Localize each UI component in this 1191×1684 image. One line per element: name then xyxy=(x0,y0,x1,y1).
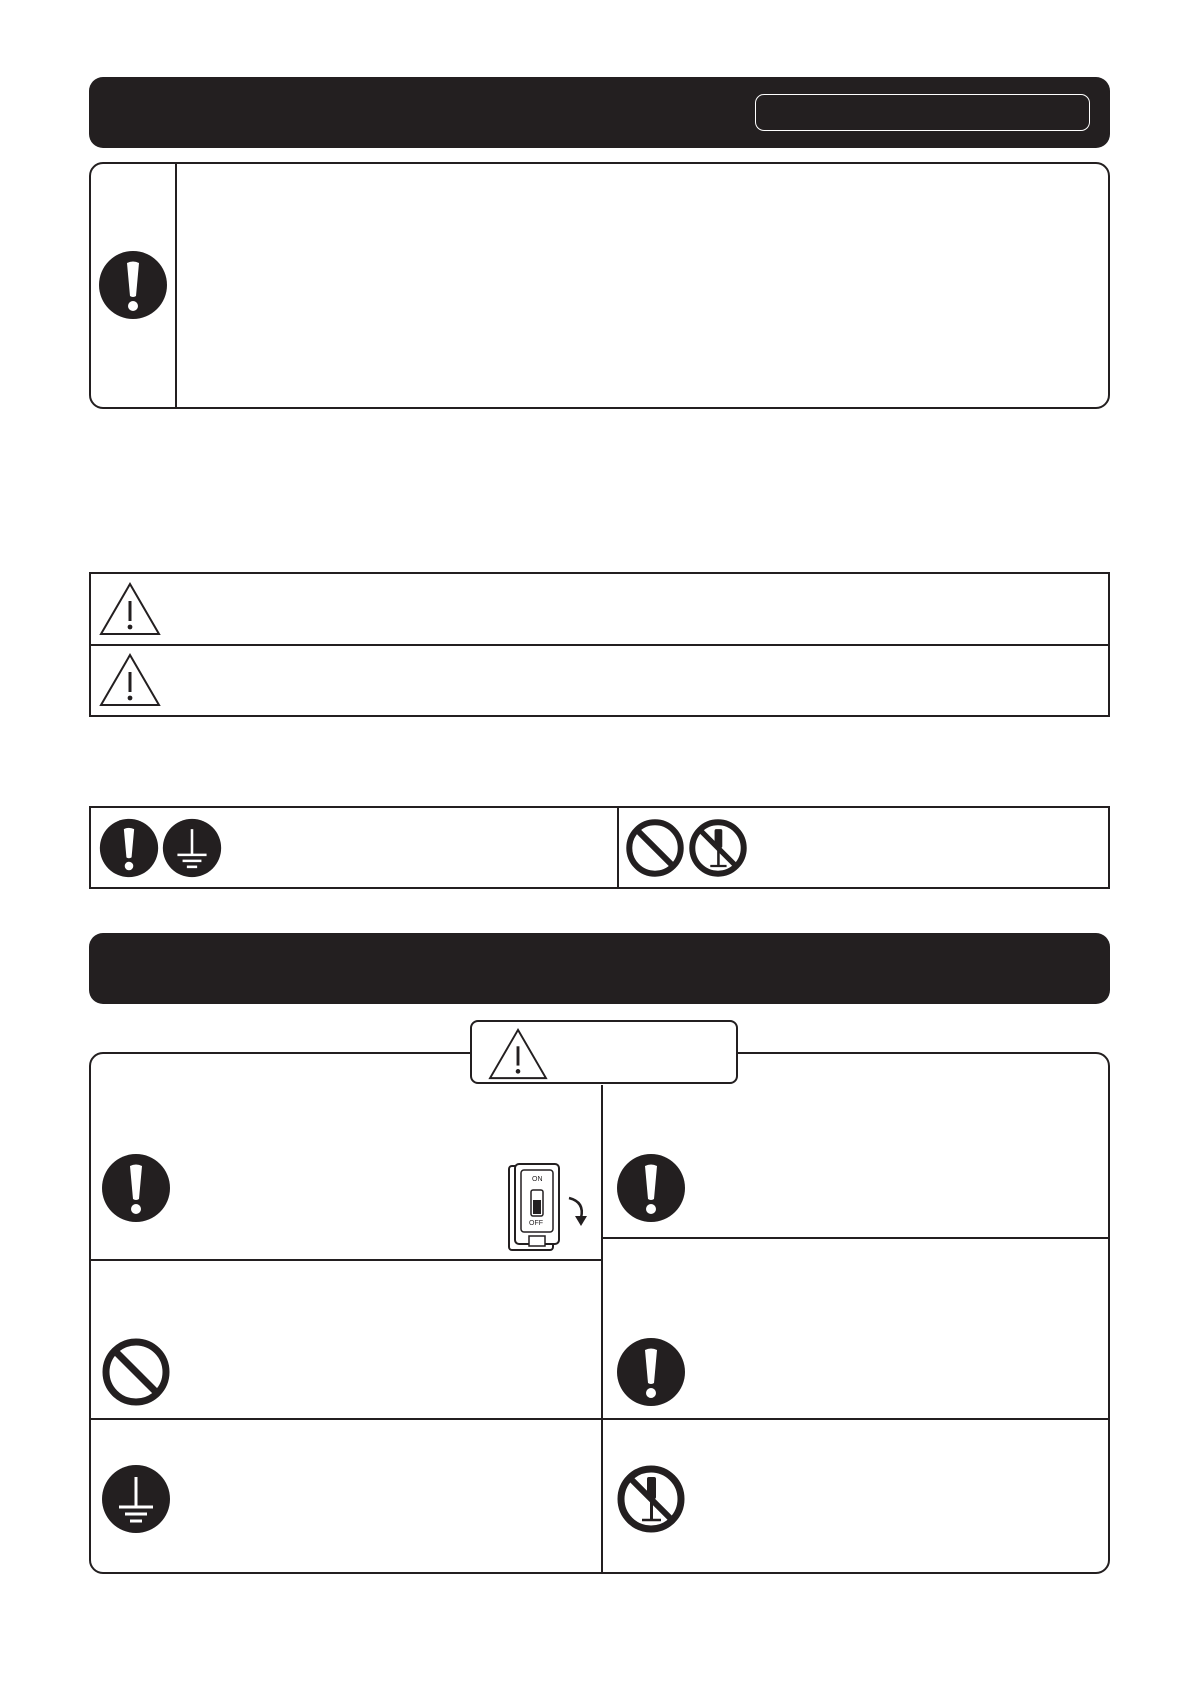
prohibition-icon xyxy=(625,818,685,878)
exclamation-circle-icon xyxy=(616,1337,686,1407)
exclamation-circle-icon xyxy=(101,1153,171,1223)
warning-items-grid xyxy=(89,1052,1110,1574)
signal-word-table xyxy=(89,572,1110,717)
signal-row-warning xyxy=(91,574,1108,646)
grid-divider xyxy=(602,1237,1108,1239)
warning-triangle-icon xyxy=(487,1027,549,1081)
exclamation-circle-icon xyxy=(99,818,159,878)
pictogram-legend-table xyxy=(89,806,1110,889)
switch-off-label: OFF xyxy=(529,1220,543,1227)
section-header-bar-bottom xyxy=(89,933,1110,1004)
ground-icon xyxy=(101,1464,171,1534)
grid-divider xyxy=(91,1418,1108,1420)
warning-triangle-icon xyxy=(98,652,162,708)
warning-tab xyxy=(470,1020,738,1084)
section-header-bar-top xyxy=(89,77,1110,148)
no-disassembly-icon xyxy=(616,1464,686,1534)
legend-cell-mandatory xyxy=(91,808,619,887)
signal-row-caution xyxy=(91,646,1108,715)
exclamation-circle-icon xyxy=(616,1153,686,1223)
prohibition-icon xyxy=(101,1337,171,1407)
power-switch-illustration xyxy=(507,1162,597,1258)
no-disassembly-icon xyxy=(688,818,748,878)
grid-vertical-divider xyxy=(601,1085,603,1574)
switch-on-label: ON xyxy=(532,1176,543,1183)
exclamation-circle-icon xyxy=(98,250,168,320)
ground-icon xyxy=(162,818,222,878)
important-notice-box xyxy=(89,162,1110,409)
header-label-pill xyxy=(755,94,1090,131)
grid-divider xyxy=(91,1259,602,1261)
warning-triangle-icon xyxy=(98,581,162,637)
legend-cell-prohibited xyxy=(619,808,1108,887)
